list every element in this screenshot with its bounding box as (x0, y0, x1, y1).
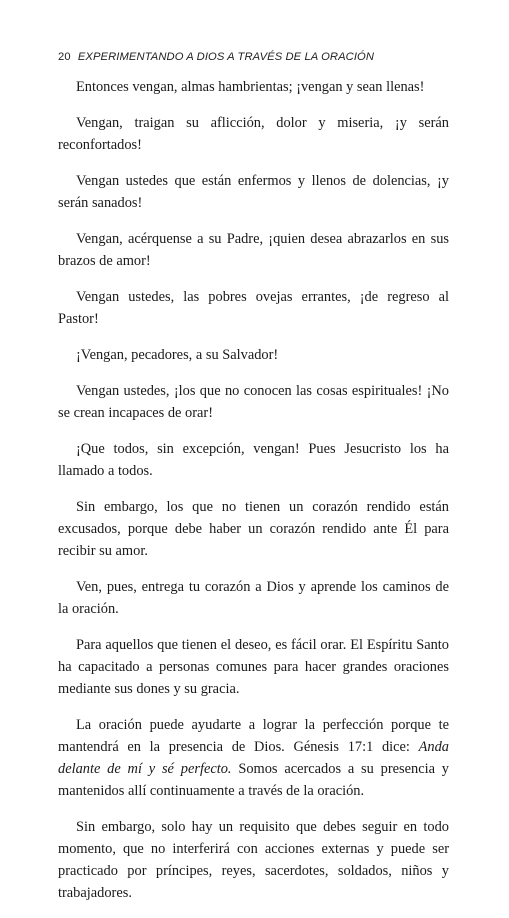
paragraph: Vengan ustedes que están enfermos y llenos de dolencias, ¡y serán sanados! (58, 173, 449, 211)
paragraph: Vengan ustedes, ¡los que no conocen las cosas espirituales! ¡No se crean incapaces de orar! (58, 383, 449, 421)
paragraph: Vengan, acérquense a su Padre, ¡quien desea abrazarlos en sus brazos de amor! (58, 231, 449, 269)
body-text (58, 76, 449, 918)
paragraph: ¡Vengan, pecadores, a su Salvador! (76, 347, 279, 363)
paragraph: Ven, pues, entrega tu corazón a Dios y aprende los caminos de la oración. (58, 579, 449, 617)
scripture-quote: Anda delante de mí y sé perfecto. (58, 739, 449, 777)
paragraph-text: Somos acercados a su presencia y mantenidos allí continuamente a través de la oración. (58, 761, 449, 799)
paragraph-text: La oración puede ayudarte a lograr la perfección porque te mantendrá en la presencia de Dios. Génesis 17:1 dice: (58, 717, 449, 755)
paragraph: Vengan ustedes, las pobres ovejas errantes, ¡de regreso al Pastor! (58, 289, 449, 327)
paragraph: Para aquellos que tienen el deseo, es fácil orar. El Espíritu Santo ha capacitado a personas comunes para hacer grandes oraciones mediante sus dones y su gracia. (58, 637, 449, 697)
paragraph-with-scripture (58, 714, 449, 802)
running-header (58, 51, 374, 63)
paragraph: Vengan, traigan su aflicción, dolor y miseria, ¡y serán reconfortados! (58, 115, 449, 153)
paragraph: Entonces vengan, almas hambrientas; ¡vengan y sean llenas! (76, 79, 425, 95)
paragraph: Sin embargo, los que no tienen un corazón rendido están excusados, porque debe haber un corazón rendido ante Él para recibir su amor. (58, 499, 449, 559)
page-number: 20 (58, 51, 71, 63)
paragraph: ¡Que todos, sin excepción, vengan! Pues Jesucristo los ha llamado a todos. (58, 441, 449, 479)
running-title: EXPERIMENTANDO A DIOS A TRAVÉS DE LA ORACIÓN (77, 51, 375, 63)
paragraph: Sin embargo, solo hay un requisito que debes seguir en todo momento, que no interferirá con acciones externas y puede ser practicado por príncipes, reyes, sacerdotes, soldados, niños y trabajadores. (58, 819, 449, 901)
